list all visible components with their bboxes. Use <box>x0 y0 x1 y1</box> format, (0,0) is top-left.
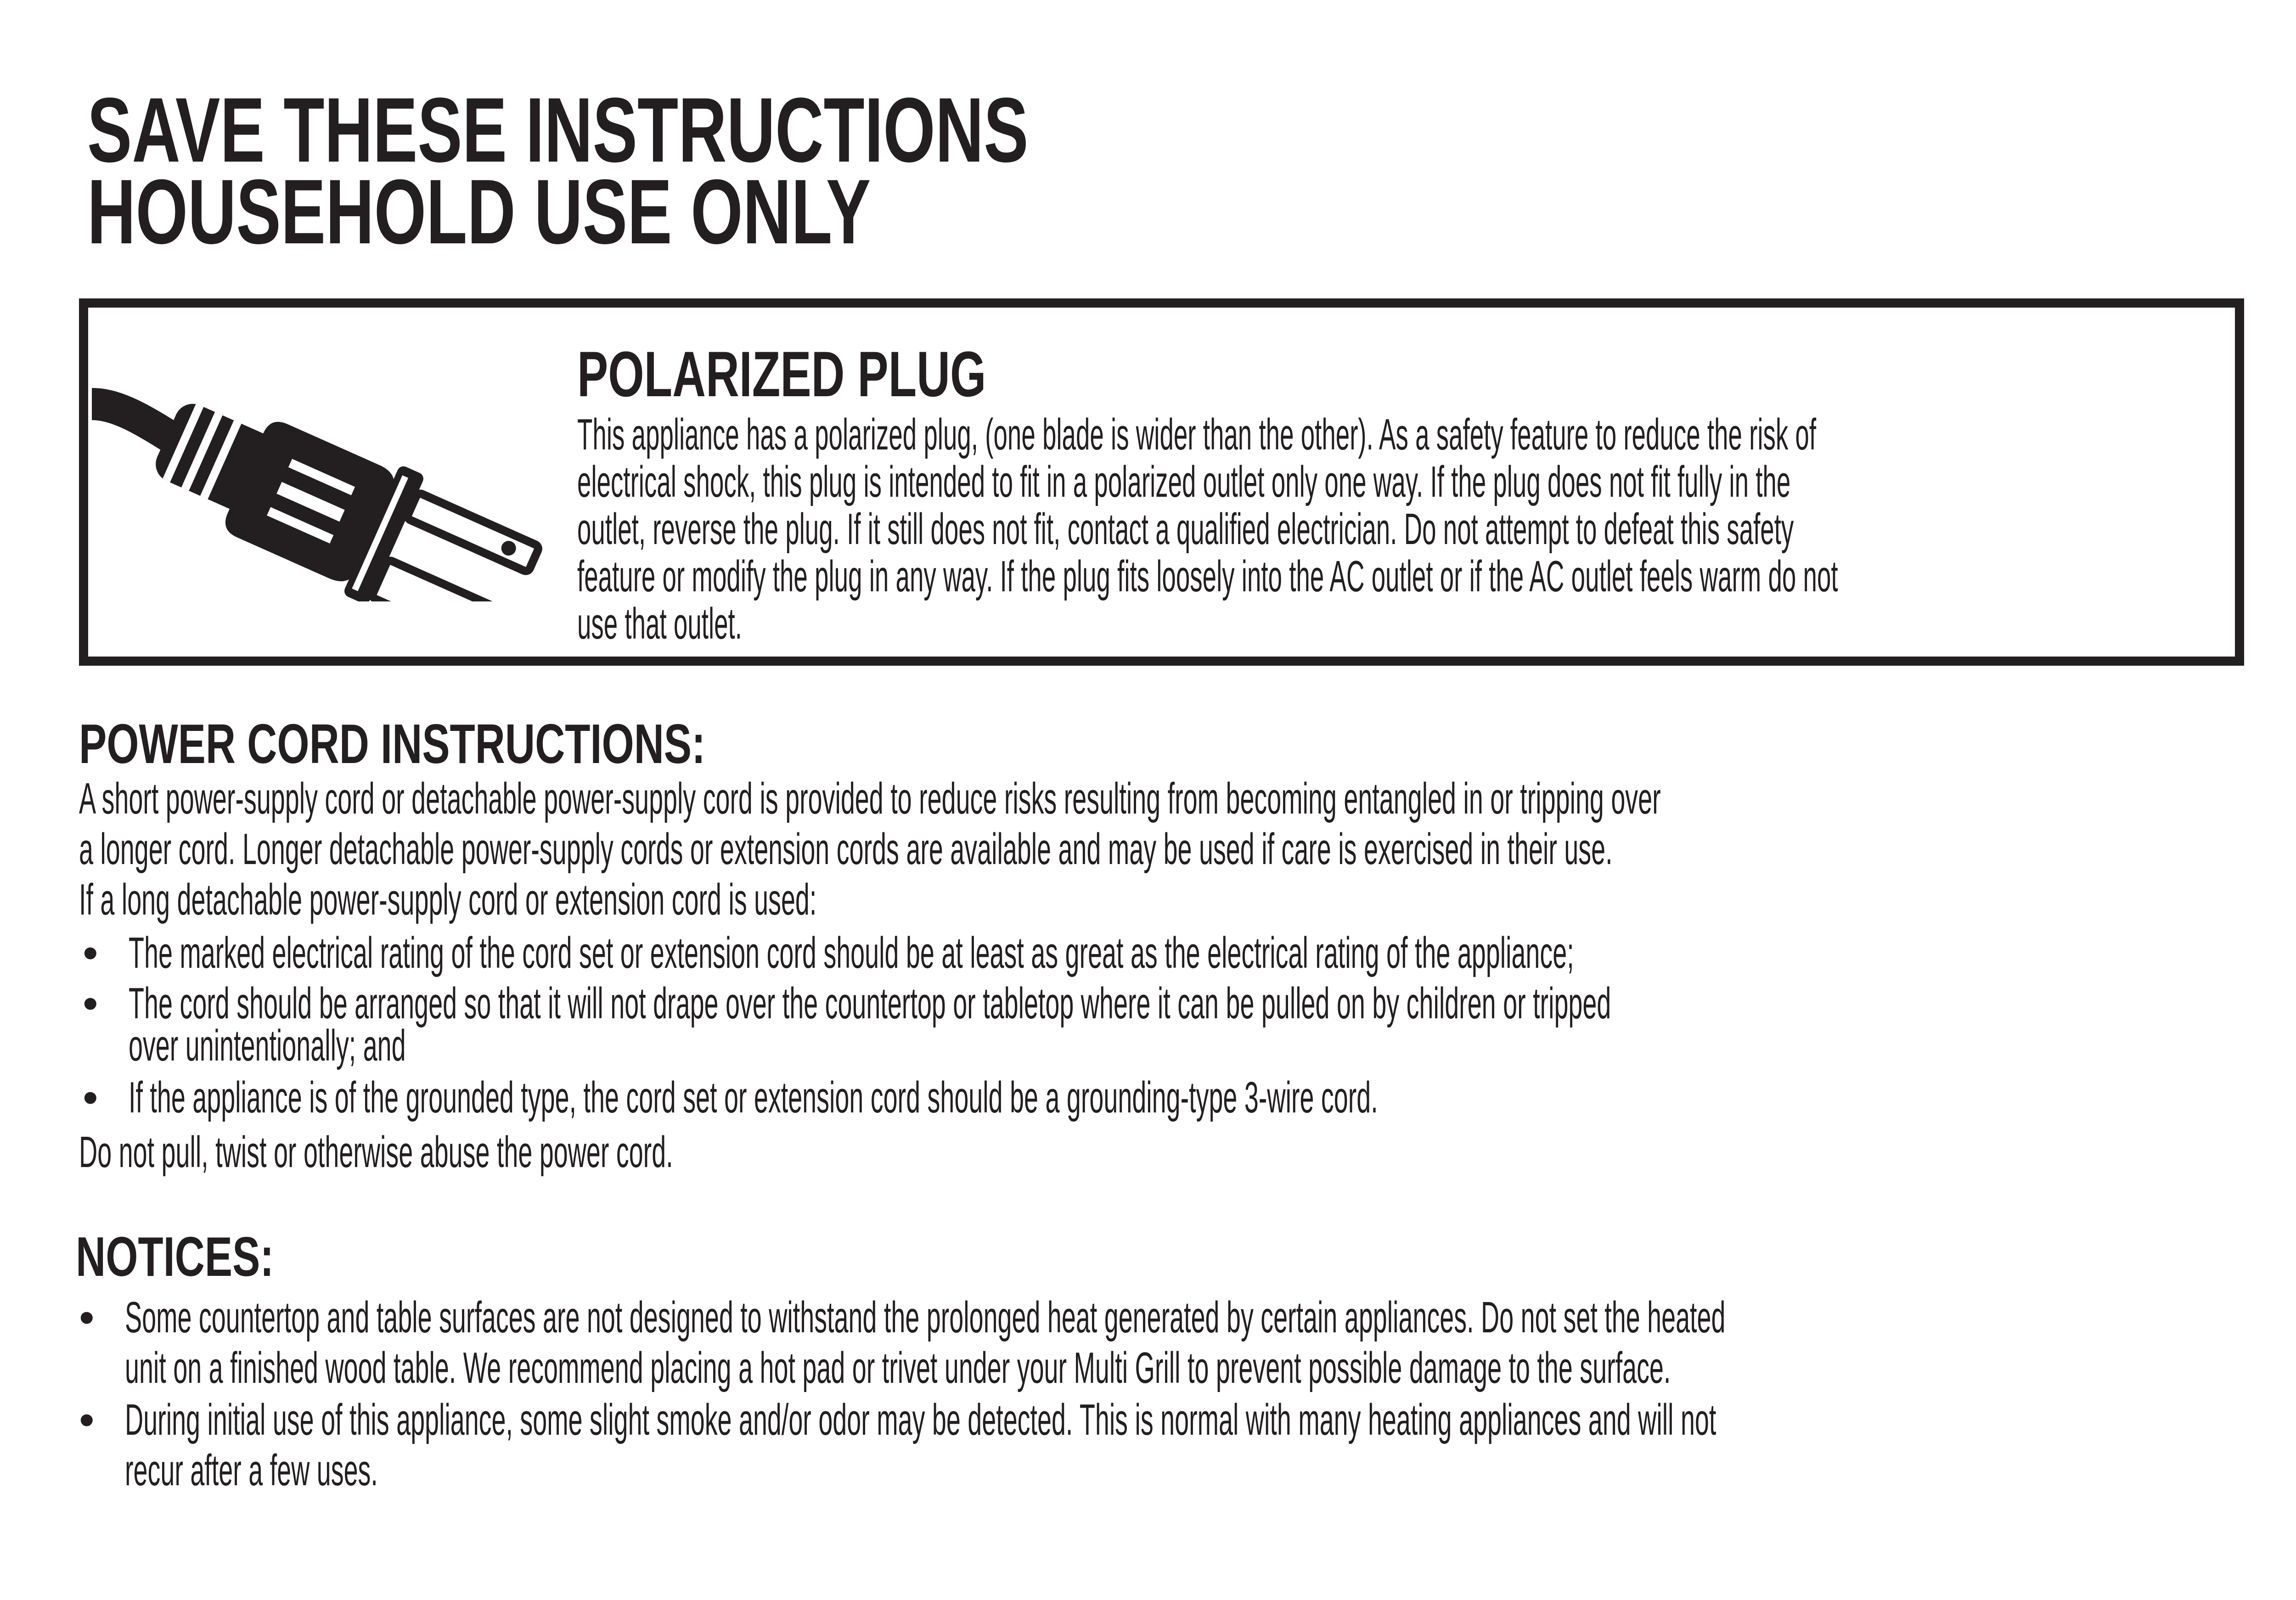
page-title <box>87 79 1377 263</box>
plug-line: electrical shock, this plug is intended to fit in a polarized outlet only one way. If the plug does not fit fully in the <box>577 457 1791 506</box>
power-cord-intro-line: A short power-supply cord or detachable power-supply cord is provided to reduce risks resulting from becoming entangled in or tripping over <box>79 774 1661 823</box>
polarized-plug-icon <box>92 354 643 601</box>
notices-heading: NOTICES: <box>76 1225 274 1288</box>
power-cord-intro-line: If a long detachable power-supply cord or extension cord is used: <box>79 875 817 924</box>
bullet-line: The cord should be arranged so that it will not drape over the countertop or tabletop where it can be pulled on by children or tripped <box>129 979 1611 1028</box>
plug-line: This appliance has a polarized plug, (one blade is wider than the other). As a safety feature to reduce the risk of <box>577 410 1817 459</box>
bullet-icon: • <box>83 928 98 977</box>
polarized-plug-title: POLARIZED PLUG <box>577 338 986 410</box>
title-line-1: SAVE THESE INSTRUCTIONS <box>87 79 1029 181</box>
plug-line: outlet, reverse the plug. If it still does not fit, contact a qualified electrician. Do not attempt to defeat this safety <box>577 505 1794 554</box>
plug-line: feature or modify the plug in any way. If the plug fits loosely into the AC outlet or if the AC outlet feels warm do not <box>577 552 1838 601</box>
polarized-plug-box <box>79 298 2244 666</box>
bullet-icon: • <box>79 1395 95 1444</box>
notice-line: unit on a finished wood table. We recommend placing a hot pad or trivet under your Multi Grill to prevent possible damage to the surface. <box>125 1343 1671 1392</box>
bullet-line: The marked electrical rating of the cord set or extension cord should be at least as great as the electrical rating of the appliance; <box>129 928 1574 977</box>
notice-line: Some countertop and table surfaces are not designed to withstand the prolonged heat generated by certain appliances. Do not set the heated <box>125 1293 1726 1342</box>
power-cord-intro-line: a longer cord. Longer detachable power-supply cords or extension cords are available and may be used if care is exercised in their use. <box>79 825 1613 874</box>
bullet-icon: • <box>83 979 98 1028</box>
polarized-plug-paragraph <box>577 411 2296 647</box>
bullet-icon: • <box>83 1073 98 1122</box>
power-cord-heading: POWER CORD INSTRUCTIONS: <box>79 713 706 775</box>
bullet-line: over unintentionally; and <box>129 1021 406 1070</box>
bullet-line: If the appliance is of the grounded type, the cord set or extension cord should be a grounding-type 3-wire cord. <box>129 1073 1378 1122</box>
bullet-icon: • <box>79 1293 95 1342</box>
title-line-2: HOUSEHOLD USE ONLY <box>87 161 871 263</box>
notice-line: During initial use of this appliance, some slight smoke and/or odor may be detected. This is normal with many heating appliances and will not <box>125 1395 1716 1444</box>
power-cord-closing: Do not pull, twist or otherwise abuse the power cord. <box>79 1128 673 1177</box>
plug-line: use that outlet. <box>577 599 742 648</box>
notice-line: recur after a few uses. <box>125 1446 378 1495</box>
